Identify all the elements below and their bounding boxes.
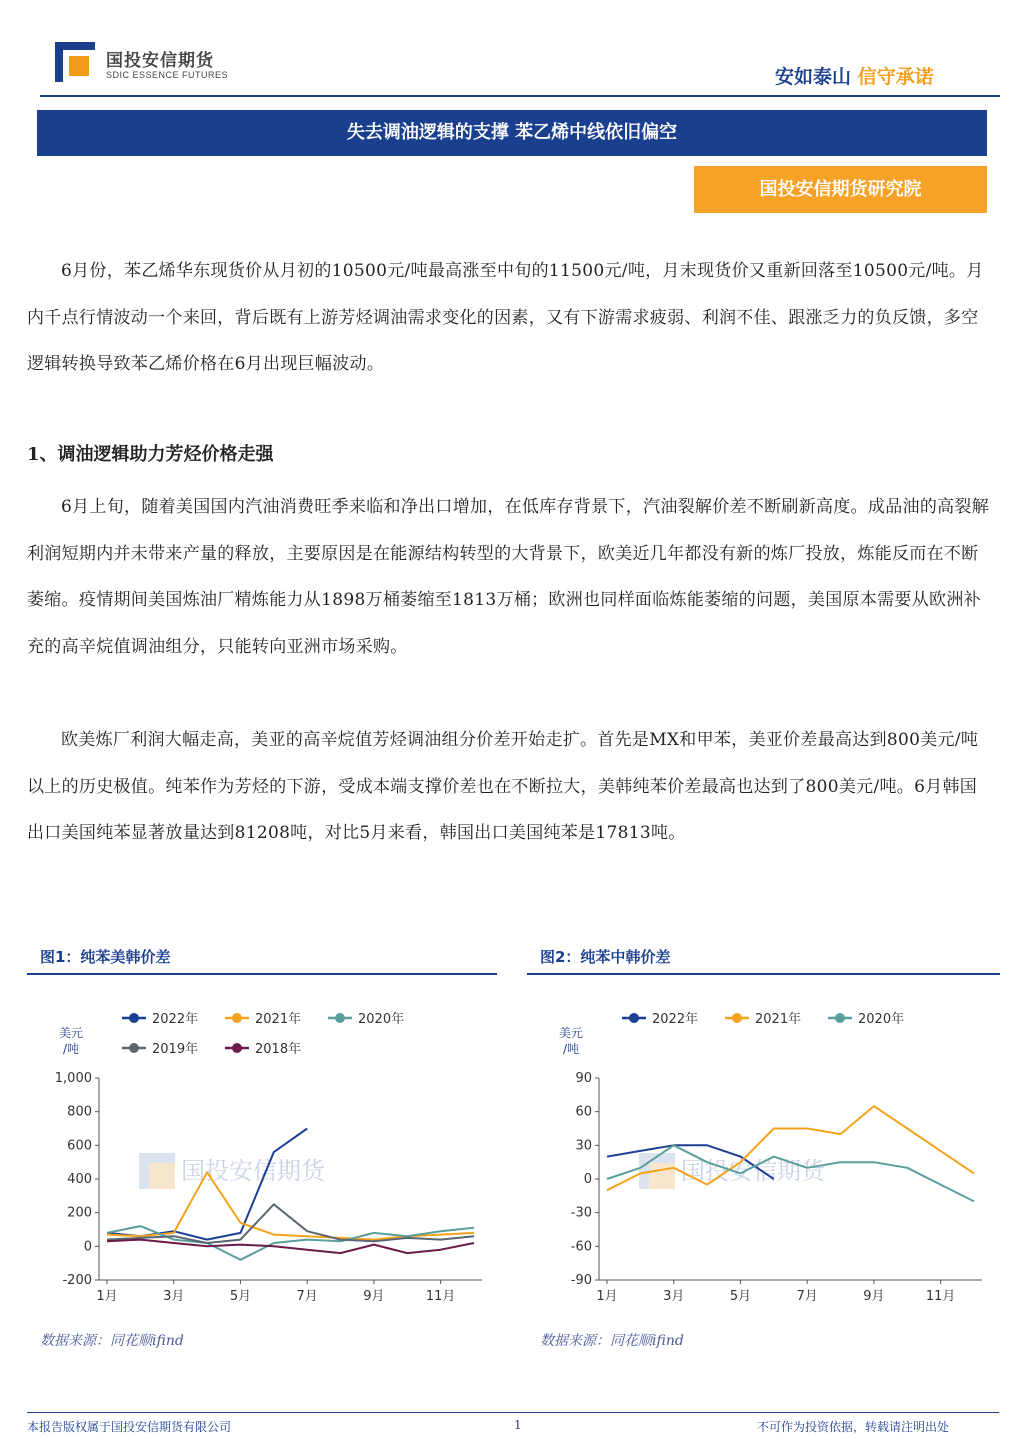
x-tick-label: 5月 — [229, 1289, 252, 1304]
legend-swatch-marker — [835, 1013, 845, 1023]
y-tick-label: -90 — [570, 1273, 592, 1288]
x-tick-label: 1月 — [96, 1289, 118, 1304]
y-tick-label: 800 — [67, 1104, 92, 1120]
figure-2-chart — [527, 985, 1000, 1320]
footer-divider — [27, 1412, 999, 1413]
y-tick-label: 90 — [575, 1071, 592, 1086]
legend-item — [225, 1041, 301, 1057]
legend-label: 2022年 — [152, 1012, 199, 1027]
x-tick-label: 9月 — [363, 1289, 385, 1304]
x-tick-label: 11月 — [925, 1289, 956, 1304]
y-axis-unit-label: /吨 — [62, 1042, 80, 1056]
slogan-part-a: 安如泰山 — [775, 66, 852, 88]
legend-label: 2019年 — [152, 1042, 199, 1057]
legend-label: 2020年 — [858, 1012, 905, 1027]
legend-swatch-marker — [232, 1013, 242, 1023]
y-axis-unit-label: 美元 — [58, 1026, 84, 1040]
figure-2-source: 数据来源：同花顺ifind — [540, 1333, 684, 1349]
legend-item — [225, 1011, 301, 1027]
figure-1-title: 图1：纯苯美韩价差 — [40, 948, 171, 966]
y-tick-label: 1,000 — [54, 1071, 92, 1086]
legend-label: 2022年 — [652, 1012, 699, 1027]
legend-swatch-marker — [335, 1013, 345, 1023]
footer-disclaimer: 不可作为投资依据，转载请注明出处 — [757, 1420, 950, 1434]
section-heading: 1、调油逻辑助力芳烃价格走强 — [27, 444, 274, 465]
x-tick-label: 1月 — [596, 1289, 618, 1304]
figure-1-source: 数据来源：同花顺ifind — [40, 1333, 184, 1349]
watermark-logo-inner — [649, 1163, 675, 1189]
slogan-part-b: 信守承诺 — [857, 66, 934, 88]
y-tick-label: 0 — [583, 1172, 592, 1187]
legend-swatch-marker — [232, 1043, 242, 1053]
y-tick-label: 60 — [575, 1104, 592, 1120]
legend-item — [122, 1041, 198, 1057]
watermark-text: 国投安信期货 — [181, 1157, 325, 1185]
company-name-cn: 国投安信期货 — [106, 51, 214, 71]
figure-1-rule — [27, 973, 497, 975]
y-axis-unit-label: /吨 — [562, 1042, 580, 1056]
legend-label: 2018年 — [255, 1042, 302, 1057]
paragraph-intro: 6月份，苯乙烯华东现货价从月初的10500元/吨最高涨至中旬的11500元/吨，月末现货价又重新回落至10500元/吨。月内千点行情波动一个来回，背后既有上游芳烃调油需求变化的因素，又有下游需求疲弱、利润不佳、跟涨乏力的负反馈，多空逻辑转换导致苯乙烯价格在6月出现巨幅波动。 — [27, 261, 984, 374]
x-tick-label: 7月 — [796, 1289, 818, 1304]
y-axis-unit-label: 美元 — [558, 1026, 584, 1040]
watermark — [139, 1153, 327, 1189]
report-title: 失去调油逻辑的支撑 苯乙烯中线依旧偏空 — [37, 110, 987, 156]
x-tick-label: 5月 — [729, 1289, 752, 1304]
y-tick-label: 600 — [67, 1138, 92, 1154]
y-tick-label: 30 — [575, 1138, 592, 1154]
company-logo — [55, 42, 95, 82]
legend-item — [622, 1011, 698, 1027]
x-tick-label: 11月 — [425, 1289, 456, 1304]
legend-item — [725, 1011, 801, 1027]
y-tick-label: 200 — [67, 1205, 92, 1221]
header-divider — [40, 95, 1000, 97]
x-tick-label: 3月 — [663, 1289, 685, 1304]
y-tick-label: 0 — [83, 1239, 92, 1255]
paragraph-3: 欧美炼厂利润大幅走高，美亚的高辛烷值芳烃调油组分价差开始走扩。首先是MX和甲苯，美亚价差最高达到800美元/吨以上的历史极值。纯苯作为芳烃的下游，受成本端支撑价差也在不断拉大，美韩纯苯价差最高也达到了800美元/吨。6月韩国出口美国纯苯显著放量达到81208吨，对比5月来看，韩国出口美国纯苯是17813吨。 — [27, 730, 979, 843]
page-number: 1 — [514, 1418, 522, 1432]
x-tick-label: 7月 — [296, 1289, 318, 1304]
legend-label: 2020年 — [358, 1012, 405, 1027]
figure-2-title: 图2：纯苯中韩价差 — [540, 948, 671, 966]
paragraph-2: 6月上旬，随着美国国内汽油消费旺季来临和净出口增加，在低库存背景下，汽油裂解价差不断刷新高度。成品油的高裂解利润短期内并未带来产量的释放，主要原因是在能源结构转型的大背景下，欧美近几年都没有新的炼厂投放，炼能反而在不断萎缩。疫情期间美国炼油厂精炼能力从1898万桶萎缩至1813万桶；欧洲也同样面临炼能萎缩的问题，美国原本需要从欧洲补充的高辛烷值调油组分，只能转向亚洲市场采购。 — [27, 497, 990, 657]
y-tick-label: -60 — [570, 1239, 592, 1255]
x-tick-label: 9月 — [863, 1289, 885, 1304]
legend-item — [828, 1011, 904, 1027]
legend-swatch-marker — [129, 1013, 139, 1023]
footer-copyright: 本报告版权属于国投安信期货有限公司 — [27, 1420, 232, 1434]
research-institute-label: 国投安信期货研究院 — [694, 166, 987, 213]
legend-swatch-marker — [732, 1013, 742, 1023]
legend-label: 2021年 — [755, 1012, 802, 1027]
slogan — [775, 62, 934, 89]
legend-label: 2021年 — [255, 1012, 302, 1027]
figure-1-chart — [27, 985, 497, 1320]
y-tick-label: 400 — [67, 1172, 92, 1187]
y-tick-label: -200 — [62, 1273, 92, 1288]
watermark-logo-inner — [149, 1163, 175, 1189]
company-name-en: SDIC ESSENCE FUTURES — [106, 70, 229, 80]
legend-swatch-marker — [129, 1043, 139, 1053]
figure-2-rule — [527, 973, 1000, 975]
legend-swatch-marker — [629, 1013, 639, 1023]
y-tick-label: -30 — [570, 1205, 592, 1221]
x-tick-label: 3月 — [163, 1289, 185, 1304]
series-line-2019年 — [107, 1204, 474, 1243]
watermark-text: 国投安信期货 — [681, 1157, 825, 1185]
legend-item — [122, 1011, 198, 1027]
series-line-2020年 — [107, 1226, 474, 1260]
legend-item — [328, 1011, 404, 1027]
